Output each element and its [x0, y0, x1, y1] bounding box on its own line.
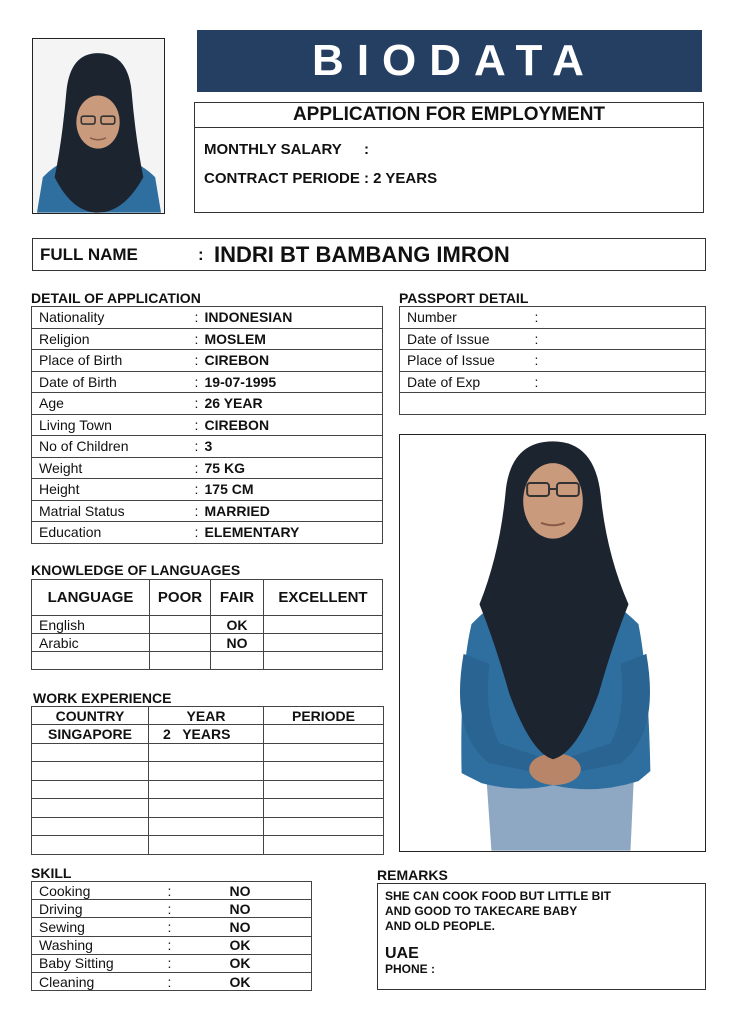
- skill-label: Washing: [32, 936, 168, 954]
- language-name: English: [32, 616, 150, 634]
- work-row-empty: [32, 817, 384, 836]
- detail-row: Height : 175 CM: [32, 479, 383, 501]
- passport-row: [400, 307, 706, 329]
- monthly-salary-row: [204, 141, 369, 158]
- work-section-title: WORK EXPERIENCE: [33, 690, 172, 706]
- detail-table: [31, 306, 383, 544]
- detail-row: Nationality : INDONESIAN: [32, 307, 383, 329]
- passport-row-empty: [400, 393, 706, 415]
- skill-label: Driving: [32, 900, 168, 918]
- contract-label: CONTRACT PERIODE: [204, 170, 360, 187]
- lang-header-poor: POOR: [150, 580, 211, 616]
- work-country: SINGAPORE: [32, 725, 149, 744]
- detail-value: 3: [205, 436, 383, 458]
- full-name-value: INDRI BT BAMBANG IMRON: [214, 241, 510, 267]
- passport-label: Date of Exp: [400, 371, 535, 393]
- application-box: [194, 102, 704, 213]
- detail-row: Age : 26 YEAR: [32, 393, 383, 415]
- skill-row: Cooking : NO: [32, 882, 312, 900]
- skill-row: Cleaning : OK: [32, 972, 312, 990]
- work-row-empty: [32, 799, 384, 818]
- detail-value: INDONESIAN: [205, 307, 383, 329]
- detail-label: Religion: [32, 328, 195, 350]
- contract-value: 2 YEARS: [373, 170, 438, 187]
- detail-value: CIREBON: [205, 414, 383, 436]
- work-year: 2 YEARS: [149, 725, 264, 744]
- work-header-row: [32, 707, 384, 725]
- passport-value: :: [535, 307, 706, 329]
- monthly-salary-label: MONTHLY SALARY: [204, 141, 342, 158]
- passport-label: Number: [400, 307, 535, 329]
- work-table: [31, 706, 384, 855]
- language-row: [32, 616, 383, 634]
- full-name-box: [32, 238, 706, 271]
- detail-row: Education : ELEMENTARY: [32, 522, 383, 544]
- full-name-colon: :: [198, 244, 204, 264]
- language-poor: [150, 634, 211, 652]
- detail-section-title: DETAIL OF APPLICATION: [31, 290, 201, 306]
- language-row: [32, 634, 383, 652]
- portrait-small-image: [33, 39, 164, 213]
- detail-value: MOSLEM: [205, 328, 383, 350]
- detail-value: 75 KG: [205, 457, 383, 479]
- work-periode: [264, 725, 384, 744]
- contract-colon: :: [364, 170, 369, 187]
- skill-row: Baby Sitting : OK: [32, 954, 312, 972]
- lang-header-excellent: EXCELLENT: [264, 580, 383, 616]
- contract-row: [204, 170, 437, 187]
- profile-photo-full: [399, 434, 706, 852]
- passport-row: [400, 328, 706, 350]
- skill-value: OK: [224, 936, 312, 954]
- detail-value: 175 CM: [205, 479, 383, 501]
- passport-row: [400, 371, 706, 393]
- skill-value: OK: [224, 972, 312, 990]
- detail-value: CIREBON: [205, 350, 383, 372]
- detail-row: No of Children : 3: [32, 436, 383, 458]
- skill-value: NO: [224, 882, 312, 900]
- detail-label: Age: [32, 393, 195, 415]
- detail-value: 26 YEAR: [205, 393, 383, 415]
- passport-row: [400, 350, 706, 372]
- work-row-empty: [32, 836, 384, 855]
- remarks-line-3: AND OLD PEOPLE.: [385, 919, 496, 933]
- skill-row: Washing : OK: [32, 936, 312, 954]
- detail-row: Living Town : CIREBON: [32, 414, 383, 436]
- detail-row: Date of Birth : 19-07-1995: [32, 371, 383, 393]
- skill-label: Cleaning: [32, 972, 168, 990]
- detail-value: MARRIED: [205, 500, 383, 522]
- language-excellent: [264, 616, 383, 634]
- detail-row: Weight : 75 KG: [32, 457, 383, 479]
- detail-value: ELEMENTARY: [205, 522, 383, 544]
- biodata-title: BIODATA: [197, 30, 702, 92]
- language-row-empty: [32, 652, 383, 670]
- remarks-box: [377, 883, 706, 990]
- language-name: Arabic: [32, 634, 150, 652]
- language-poor: [150, 616, 211, 634]
- passport-table: [399, 306, 706, 415]
- passport-section-title: PASSPORT DETAIL: [399, 290, 529, 306]
- passport-label: Date of Issue: [400, 328, 535, 350]
- detail-label: Weight: [32, 457, 195, 479]
- work-header-year: YEAR: [149, 707, 264, 725]
- application-heading: APPLICATION FOR EMPLOYMENT: [195, 103, 703, 128]
- work-row-empty: [32, 762, 384, 781]
- passport-value: :: [535, 328, 706, 350]
- skill-label: Baby Sitting: [32, 954, 168, 972]
- skill-table: [31, 881, 312, 991]
- detail-row: Place of Birth : CIREBON: [32, 350, 383, 372]
- skill-section-title: SKILL: [31, 865, 72, 881]
- passport-value: :: [535, 350, 706, 372]
- language-excellent: [264, 634, 383, 652]
- detail-label: Living Town: [32, 414, 195, 436]
- work-row-empty: [32, 743, 384, 762]
- work-header-country: COUNTRY: [32, 707, 149, 725]
- detail-label: Place of Birth: [32, 350, 195, 372]
- passport-value: :: [535, 371, 706, 393]
- languages-table: [31, 579, 383, 670]
- skill-row: Driving : NO: [32, 900, 312, 918]
- remarks-section-title: REMARKS: [377, 867, 448, 883]
- language-fair: NO: [211, 634, 264, 652]
- lang-header-fair: FAIR: [211, 580, 264, 616]
- language-fair: OK: [211, 616, 264, 634]
- remarks-phone-label: PHONE :: [385, 962, 436, 976]
- skill-label: Sewing: [32, 918, 168, 936]
- detail-label: No of Children: [32, 436, 195, 458]
- skill-value: OK: [224, 954, 312, 972]
- profile-photo-small: [32, 38, 165, 214]
- skill-value: NO: [224, 918, 312, 936]
- detail-label: Height: [32, 479, 195, 501]
- languages-header-row: [32, 580, 383, 616]
- remarks-country: UAE: [385, 945, 419, 962]
- languages-section-title: KNOWLEDGE OF LANGUAGES: [31, 562, 241, 578]
- skill-row: Sewing : NO: [32, 918, 312, 936]
- lang-header-language: LANGUAGE: [32, 580, 150, 616]
- monthly-salary-colon: :: [364, 141, 369, 158]
- portrait-full-image: [400, 435, 705, 851]
- remarks-line-1: SHE CAN COOK FOOD BUT LITTLE BIT: [385, 889, 611, 903]
- work-header-periode: PERIODE: [264, 707, 384, 725]
- detail-label: Nationality: [32, 307, 195, 329]
- detail-row: Religion : MOSLEM: [32, 328, 383, 350]
- detail-label: Education: [32, 522, 195, 544]
- skill-label: Cooking: [32, 882, 168, 900]
- detail-label: Date of Birth: [32, 371, 195, 393]
- full-name-label: FULL NAME: [40, 244, 138, 264]
- work-row: [32, 725, 384, 744]
- passport-label: Place of Issue: [400, 350, 535, 372]
- remarks-line-2: AND GOOD TO TAKECARE BABY: [385, 904, 578, 918]
- skill-value: NO: [224, 900, 312, 918]
- detail-value: 19-07-1995: [205, 371, 383, 393]
- detail-row: Matrial Status : MARRIED: [32, 500, 383, 522]
- work-row-empty: [32, 780, 384, 799]
- detail-label: Matrial Status: [32, 500, 195, 522]
